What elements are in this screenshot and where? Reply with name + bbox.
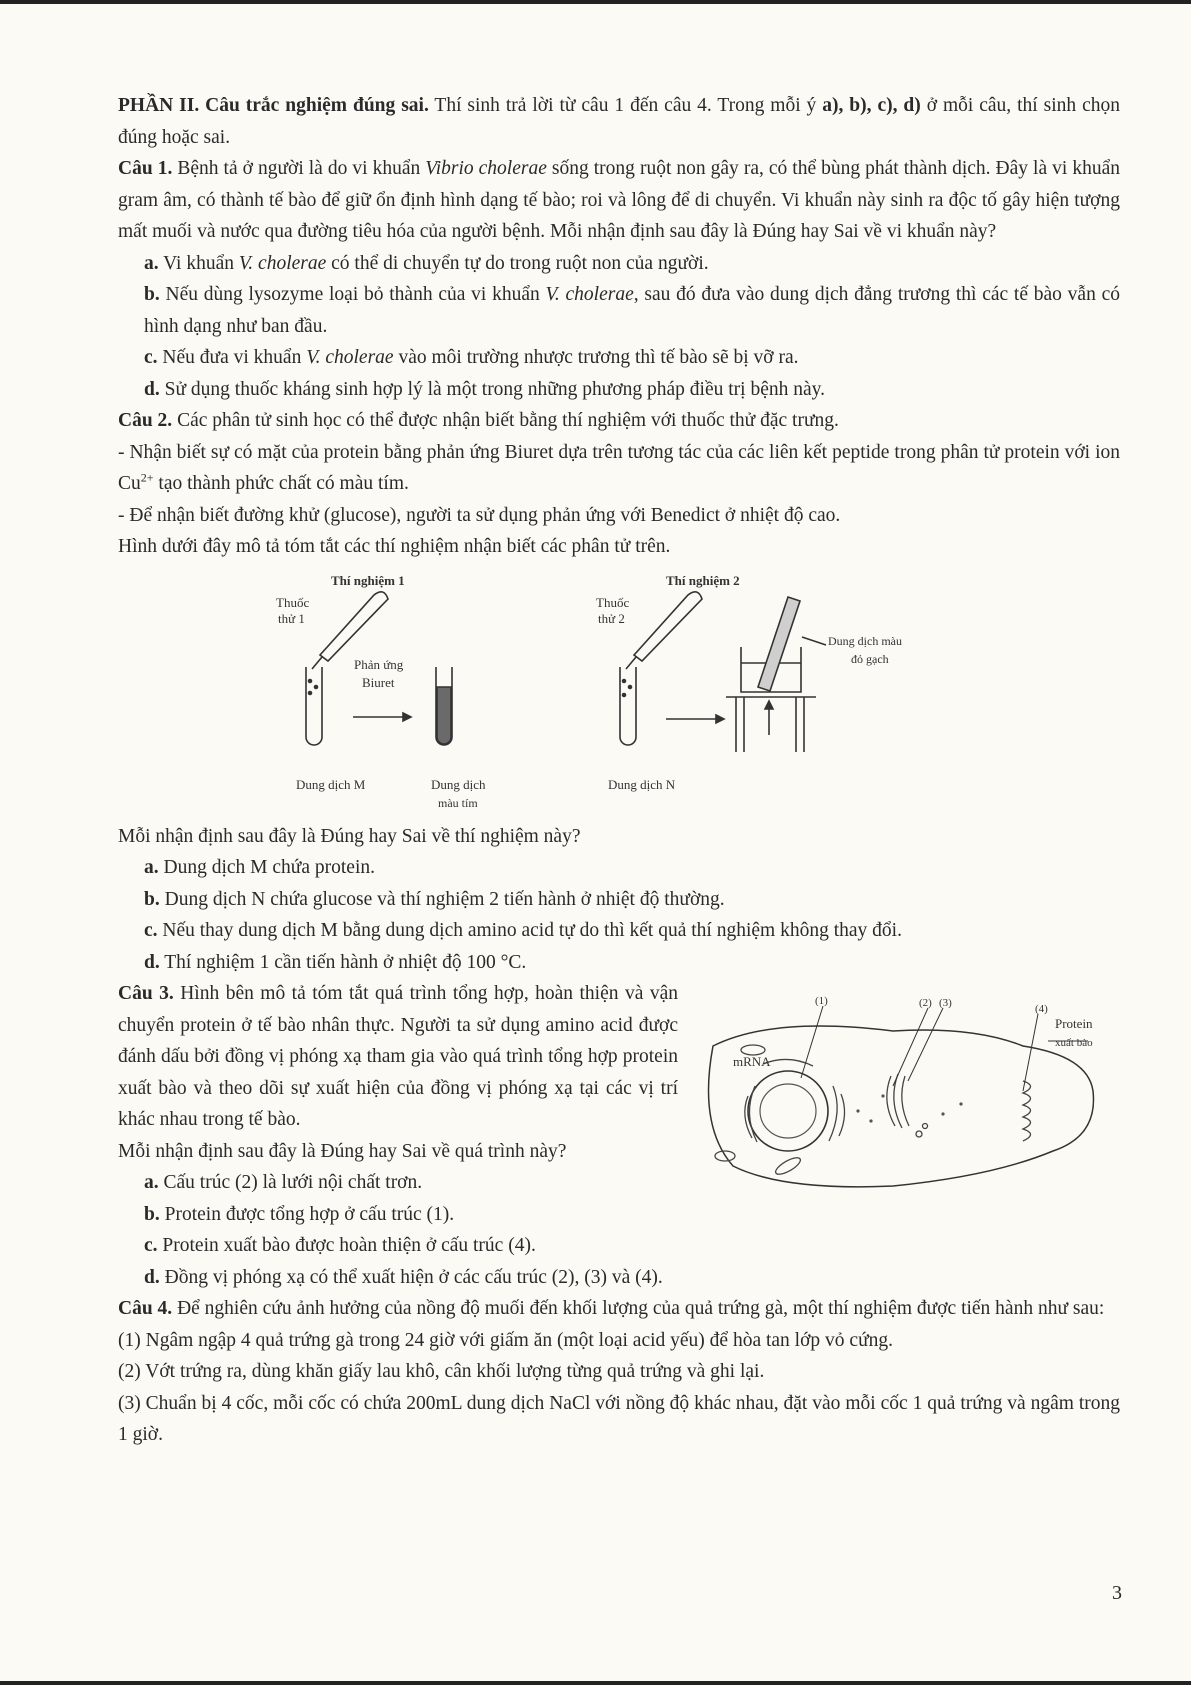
svg-text:Dung dịch M: Dung dịch M bbox=[296, 776, 366, 792]
svg-text:mRNA: mRNA bbox=[733, 1054, 771, 1069]
svg-text:Biuret: Biuret bbox=[362, 674, 395, 690]
q3-question: Mỗi nhận định sau đây là Đúng hay Sai về quá trình này? bbox=[118, 1140, 567, 1162]
arrow-right-icon-2 bbox=[666, 715, 724, 723]
svg-text:(2): (2) bbox=[919, 997, 932, 1009]
q2-label: Câu 2. bbox=[118, 410, 173, 431]
q1-statement-d: d. Sử dụng thuốc kháng sinh hợp lý là một trong những phương pháp điều trị bệnh này. bbox=[144, 378, 825, 400]
species-name: Vibrio cholerae bbox=[425, 158, 547, 179]
q2-statement-c: c. Nếu thay dung dịch M bằng dung dịch amino acid tự do thì kết quả thí nghiệm không thay đổi. bbox=[144, 920, 902, 941]
q2-statement-b: b. Dung dịch N chứa glucose và thí nghiệm 2 tiến hành ở nhiệt độ thường. bbox=[144, 888, 725, 910]
svg-text:màu tím: màu tím bbox=[438, 795, 478, 810]
svg-text:(3): (3) bbox=[939, 997, 952, 1009]
q2-statement-a: a. Dung dịch M chứa protein. bbox=[144, 857, 375, 878]
scan-edge-bottom bbox=[0, 1681, 1191, 1685]
test-tube-purple-icon bbox=[436, 667, 452, 745]
golgi-icon bbox=[887, 1074, 928, 1137]
q4-step-1: (1) Ngâm ngập 4 quả trứng gà trong 24 giờ với giấm ăn (một loại acid yếu) để hòa tan lớp vỏ cứng. bbox=[118, 1329, 894, 1351]
svg-text:Dung dịch màu: Dung dịch màu bbox=[828, 633, 902, 648]
svg-text:Dung dịch N: Dung dịch N bbox=[608, 776, 676, 792]
q1-statement-b: b. Nếu dùng lysozyme loại bỏ thành của vi khuẩn V. cholerae, sau đó đưa vào dung dịch đẳng trương thì các tế bào vẫn có hình dạng như ban đầu. bbox=[144, 284, 1121, 337]
svg-text:Dung dịch: Dung dịch bbox=[431, 776, 486, 792]
section-instructions: PHẦN II. Câu trắc nghiệm đúng sai. Thí sinh trả lời từ câu 1 đến câu 4. Trong mỗi ý a), b), c), d) ở mỗi câu, thí sinh chọn đúng hoặc sai. bbox=[118, 95, 1120, 148]
test-tube-m-icon bbox=[306, 667, 322, 745]
svg-text:Thuốc: Thuốc bbox=[276, 594, 310, 610]
q3-statement-c: c. Protein xuất bào được hoàn thiện ở cấu trúc (4). bbox=[144, 1235, 536, 1256]
svg-text:đỏ gạch: đỏ gạch bbox=[851, 651, 889, 666]
q3-statement-a: a. Cấu trúc (2) là lưới nội chất trơn. bbox=[144, 1172, 423, 1193]
svg-text:(1): (1) bbox=[815, 995, 828, 1007]
svg-text:Thuốc: Thuốc bbox=[596, 594, 630, 610]
exocytosis-wave-icon bbox=[1023, 1081, 1031, 1141]
q3-intro: Câu 3. Hình bên mô tả tóm tắt quá trình tổng hợp, hoàn thiện và vận chuyển protein ở tế bào nhân thực. Người ta sử dụng amino acid được đánh dấu bởi đồng vị phóng xạ tham gia vào quá trình tổng hợp protein xuất bào và theo dõi sự xuất hiện của đồng vị phóng xạ tại các vị trí khác nhau trong tế bào. bbox=[118, 983, 678, 1130]
exp1-title: Thí nghiệm 1 bbox=[331, 572, 405, 588]
q2-biuret-line: - Nhận biết sự có mặt của protein bằng phản ứng Biuret dựa trên tương tác của các liên kết peptide trong phân tử protein với ion $Cu^{2+}$ tạo thành phức chất có màu tím. bbox=[118, 441, 1120, 494]
item-labels: a), b), c), d) bbox=[822, 95, 921, 116]
q1-statement-c: c. Nếu đưa vi khuẩn V. cholerae vào môi trường nhược trương thì tế bào sẽ bị vỡ ra. bbox=[144, 347, 799, 368]
q2-statement-d: d. Thí nghiệm 1 cần tiến hành ở nhiệt độ 100 °C. bbox=[144, 951, 527, 973]
dropper-2-icon bbox=[626, 591, 702, 668]
exam-page bbox=[118, 90, 1120, 1451]
section-title: PHẦN II. Câu trắc nghiệm đúng sai. bbox=[118, 95, 429, 116]
test-tube-n-icon bbox=[620, 667, 636, 745]
q2-figure-caption: Hình dưới đây mô tả tóm tắt các thí nghiệm nhận biết các phân tử trên. bbox=[118, 536, 671, 557]
q2-benedict-line: - Để nhận biết đường khử (glucose), người ta sử dụng phản ứng với Benedict ở nhiệt độ cao. bbox=[118, 504, 841, 526]
water-bath-icon bbox=[726, 597, 826, 752]
svg-text:Phản ứng: Phản ứng bbox=[354, 656, 404, 672]
experiment-diagram bbox=[256, 567, 936, 817]
q4-intro: Câu 4. Để nghiên cứu ảnh hưởng của nồng độ muối đến khối lượng của quả trứng gà, một thí nghiệm được tiến hành như sau: bbox=[118, 1298, 1105, 1319]
q4-step-3: (3) Chuẩn bị 4 cốc, mỗi cốc có chứa 200mL dung dịch NaCl với nồng độ khác nhau, đặt vào mỗi cốc 1 quả trứng và ngâm trong 1 giờ. bbox=[118, 1392, 1120, 1445]
q4-step-2: (2) Vớt trứng ra, dùng khăn giấy lau khô, cân khối lượng từng quả trứng và ghi lại. bbox=[118, 1361, 765, 1382]
cell-outline bbox=[709, 1026, 1094, 1187]
q2-intro: Câu 2. Các phân tử sinh học có thể được nhận biết bằng thí nghiệm với thuốc thử đặc trưng. bbox=[118, 410, 839, 431]
q3-statement-b: b. Protein được tổng hợp ở cấu trúc (1). bbox=[144, 1203, 455, 1225]
svg-text:thử 2: thử 2 bbox=[598, 610, 625, 626]
arrow-right-icon bbox=[353, 713, 411, 721]
vesicle-dots bbox=[856, 1094, 962, 1122]
q1-statement-a: a. Vi khuẩn V. cholerae có thể di chuyển tự do trong ruột non của người. bbox=[144, 252, 709, 274]
svg-text:xuất bào: xuất bào bbox=[1055, 1037, 1093, 1049]
label-pointers bbox=[801, 1006, 1088, 1091]
scan-edge-top bbox=[0, 0, 1191, 4]
svg-text:thử 1: thử 1 bbox=[278, 610, 305, 626]
page-number: 3 bbox=[1112, 1582, 1122, 1604]
q4-label: Câu 4. bbox=[118, 1298, 173, 1319]
q3-statement-d: d. Đồng vị phóng xạ có thể xuất hiện ở các cấu trúc (2), (3) và (4). bbox=[144, 1266, 663, 1288]
q2-question: Mỗi nhận định sau đây là Đúng hay Sai về thí nghiệm này? bbox=[118, 825, 581, 847]
exp2-title: Thí nghiệm 2 bbox=[666, 572, 740, 588]
q1-intro: Câu 1. Bệnh tả ở người là do vi khuẩn Vibrio cholerae sống trong ruột non gây ra, có thể bùng phát thành dịch. Đây là vi khuẩn gram âm, có thành tế bào để giữ ổn định hình dạng tế bào; roi và lông để di chuyển. Vi khuẩn này sinh ra độc tố gây hiện tượng mất muối và nước qua đường tiêu hóa của người bệnh. Mỗi nhận định sau đây là Đúng hay Sai về vi khuẩn này? bbox=[118, 158, 1120, 242]
svg-text:(4): (4) bbox=[1035, 1003, 1048, 1015]
svg-text:Protein: Protein bbox=[1055, 1016, 1093, 1031]
q3-block bbox=[118, 978, 1120, 1167]
q1-label: Câu 1. bbox=[118, 158, 173, 179]
cell-diagram bbox=[693, 986, 1113, 1201]
q3-label: Câu 3. bbox=[118, 983, 174, 1004]
